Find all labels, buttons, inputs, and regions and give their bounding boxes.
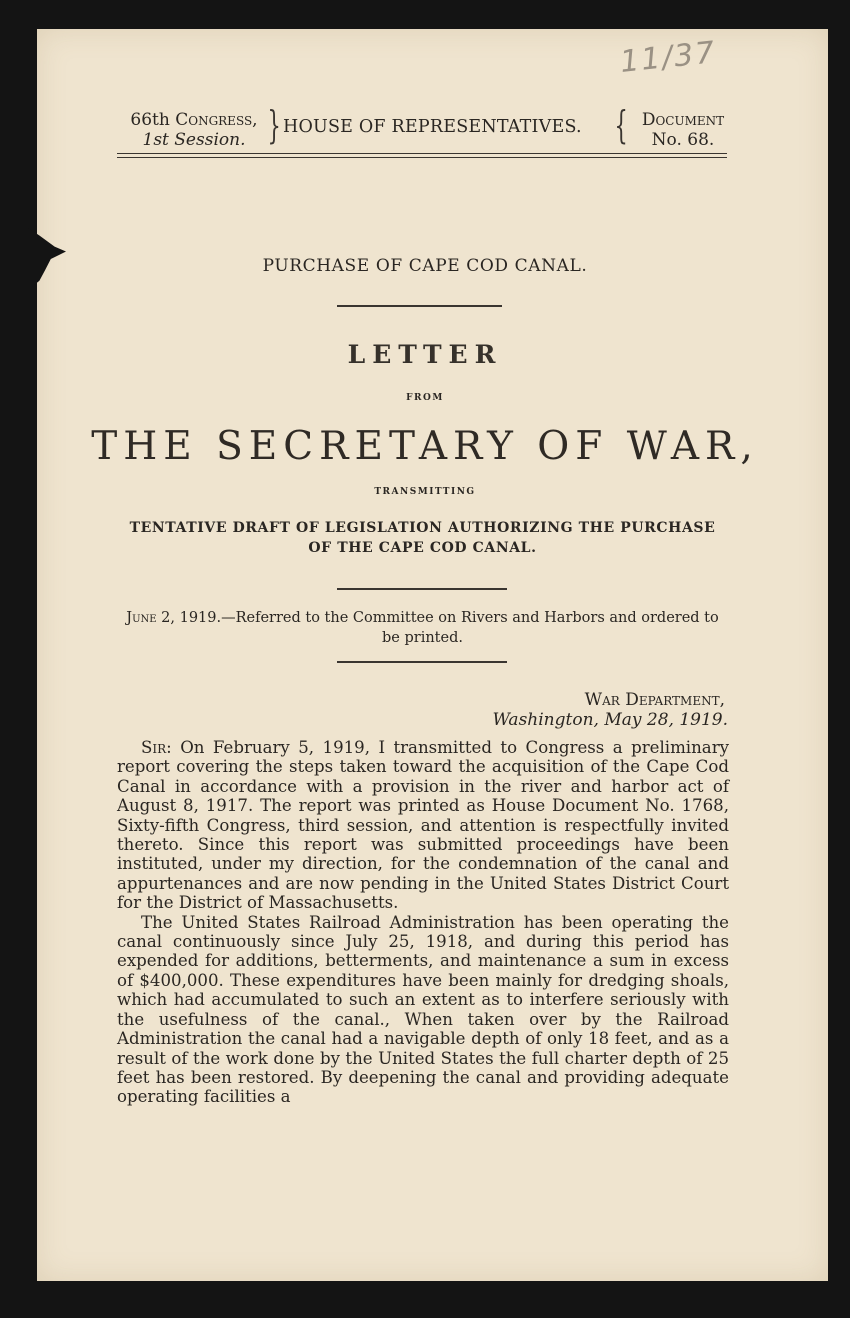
paragraph-2: The United States Railroad Administration has been operating the canal continuously since July 25, 1918, and during this period has expended for additions, betterments, and maintenance a sum in excess of $400,000. These expenditures have been mainly for dredging shoals, which had accumulated to such an extent as to interfere seriously with the usefulness of the canal., When taken over by the Railroad Administration the canal had a navigable depth of only 18 feet, and as a result of the work done by the United States the full charter depth of 25 feet has been restored. By deepening the canal and providing adequate operating facilities a <box>117 912 729 1107</box>
paragraph-1: Sir: On February 5, 1919, I transmitted to Congress a preliminary report covering the steps taken toward the acquisition of the Cape Cod Canal in accordance with a provision in the river and harbor act of August 8, 1917. The report was printed as House Document No. 1768, Sixty-fifth Congress, third session, and attention is respectfully invited thereto. Since this report was submitted proceedings have been instituted, under my direction, for the condemnation of the canal and appurtenances and are now pending in the United States District Court for the District of Massachusetts. <box>117 738 729 913</box>
signature-place-date: Washington, May 28, 1919. <box>492 710 728 730</box>
divider-1 <box>337 305 502 307</box>
letter-body <box>117 738 729 1107</box>
header-rule-top <box>117 153 727 154</box>
subject-title: PURCHASE OF CAPE COD CANAL. <box>262 256 588 276</box>
draft-title: TENTATIVE DRAFT OF LEGISLATION AUTHORIZING THE PURCHASE OF THE CAPE COD CANAL. <box>129 520 716 556</box>
handwritten-note: 11/37 <box>618 35 719 80</box>
header-rule-bottom <box>117 157 727 158</box>
divider-2 <box>337 588 507 590</box>
referral-note: June 2, 1919.—Referred to the Committee on Rivers and Harbors and ordered to be printed. <box>126 610 719 646</box>
divider-3 <box>337 661 507 663</box>
secretary-heading: THE SECRETARY OF WAR, <box>91 424 759 469</box>
header-brace-left: } <box>267 103 281 147</box>
congress-session: 66th Congress, 1st Session. <box>130 110 258 150</box>
signature-department: War Department, <box>584 690 725 710</box>
house-title: HOUSE OF REPRESENTATIVES. <box>283 117 582 137</box>
from-label: FROM <box>406 393 444 403</box>
transmitting-label: TRANSMITTING <box>374 487 476 497</box>
document-number: Document No. 68. <box>641 110 725 150</box>
letter-heading: LETTER <box>347 340 503 369</box>
header-brace-right: { <box>614 103 628 147</box>
